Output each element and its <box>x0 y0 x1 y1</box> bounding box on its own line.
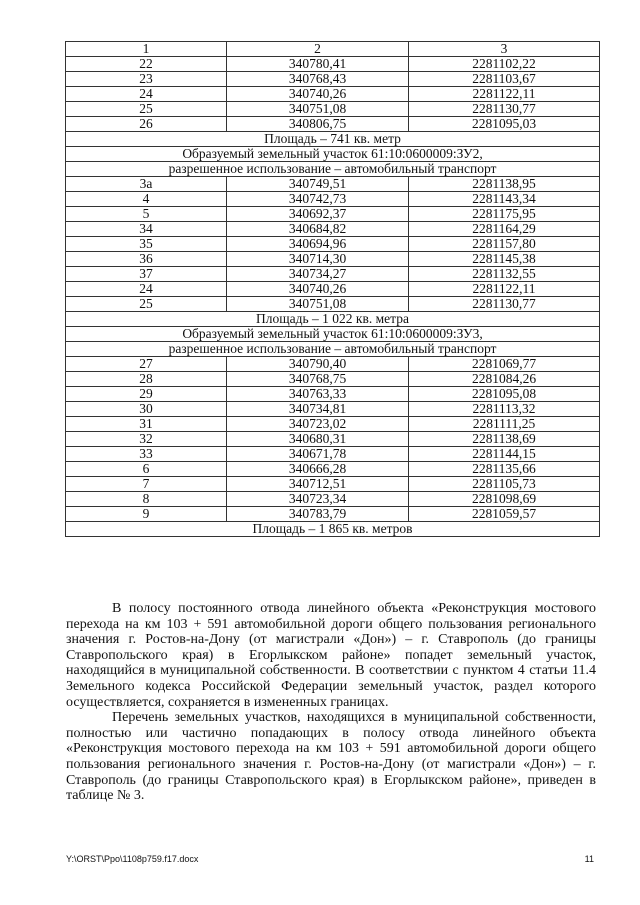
table-row <box>66 87 600 102</box>
table-span-row <box>66 162 600 177</box>
table-header-row <box>66 42 600 57</box>
span-cell: Площадь – 741 кв. метр <box>66 132 600 147</box>
point-number-cell: 33 <box>66 447 227 462</box>
table-row <box>66 462 600 477</box>
x-coordinate-cell: 340666,28 <box>227 462 409 477</box>
table-row <box>66 282 600 297</box>
y-coordinate-cell: 2281113,32 <box>409 402 600 417</box>
x-coordinate-cell: 340806,75 <box>227 117 409 132</box>
table-row <box>66 102 600 117</box>
x-coordinate-cell: 340740,26 <box>227 87 409 102</box>
point-number-cell: 7 <box>66 477 227 492</box>
x-coordinate-cell: 340684,82 <box>227 222 409 237</box>
y-coordinate-cell: 2281157,80 <box>409 237 600 252</box>
y-coordinate-cell: 2281095,03 <box>409 117 600 132</box>
point-number-cell: 26 <box>66 117 227 132</box>
point-number-cell: 35 <box>66 237 227 252</box>
x-coordinate-cell: 340751,08 <box>227 102 409 117</box>
y-coordinate-cell: 2281122,11 <box>409 282 600 297</box>
x-coordinate-cell: 340714,30 <box>227 252 409 267</box>
footer-file-path: Y:\ORST\Ppo\1108p759.f17.docx <box>66 854 199 864</box>
y-coordinate-cell: 2281069,77 <box>409 357 600 372</box>
header-cell-point: 1 <box>66 42 227 57</box>
y-coordinate-cell: 2281138,95 <box>409 177 600 192</box>
y-coordinate-cell: 2281135,66 <box>409 462 600 477</box>
x-coordinate-cell: 340742,73 <box>227 192 409 207</box>
x-coordinate-cell: 340749,51 <box>227 177 409 192</box>
table-span-row <box>66 132 600 147</box>
y-coordinate-cell: 2281143,34 <box>409 192 600 207</box>
y-coordinate-cell: 2281059,57 <box>409 507 600 522</box>
y-coordinate-cell: 2281103,67 <box>409 72 600 87</box>
table-row <box>66 57 600 72</box>
y-coordinate-cell: 2281145,38 <box>409 252 600 267</box>
table-row <box>66 177 600 192</box>
x-coordinate-cell: 340694,96 <box>227 237 409 252</box>
table-row <box>66 357 600 372</box>
point-number-cell: 34 <box>66 222 227 237</box>
x-coordinate-cell: 340763,33 <box>227 387 409 402</box>
point-number-cell: 24 <box>66 282 227 297</box>
x-coordinate-cell: 340712,51 <box>227 477 409 492</box>
y-coordinate-cell: 2281105,73 <box>409 477 600 492</box>
x-coordinate-cell: 340723,34 <box>227 492 409 507</box>
table-row <box>66 402 600 417</box>
table-row <box>66 387 600 402</box>
x-coordinate-cell: 340734,27 <box>227 267 409 282</box>
body-text <box>66 601 596 804</box>
point-number-cell: 31 <box>66 417 227 432</box>
table-row <box>66 447 600 462</box>
table-body <box>66 57 600 537</box>
y-coordinate-cell: 2281144,15 <box>409 447 600 462</box>
table-row <box>66 432 600 447</box>
table-row <box>66 297 600 312</box>
point-number-cell: 36 <box>66 252 227 267</box>
paragraph: Перечень земельных участков, находящихся в муниципальной собственности, полностью или частично попадающих в полосу отвода линейного объекта «Реконструкция мостового перехода на км 103 + 591 автомобильной дороги общего пользования регионального значения г. Ростов-на-Дону (от магистрали «Дон») – г. Ставрополь (до границы Ставропольского края) в Егорлыкском районе», приведен в таблице № 3. <box>66 710 596 804</box>
table-row <box>66 267 600 282</box>
point-number-cell: 28 <box>66 372 227 387</box>
table-row <box>66 417 600 432</box>
span-cell: разрешенное использование – автомобильный транспорт <box>66 162 600 177</box>
table-span-row <box>66 327 600 342</box>
table-row <box>66 507 600 522</box>
x-coordinate-cell: 340780,41 <box>227 57 409 72</box>
table-span-row <box>66 342 600 357</box>
page-number: 11 <box>584 854 594 864</box>
header-cell-x: 2 <box>227 42 409 57</box>
y-coordinate-cell: 2281175,95 <box>409 207 600 222</box>
span-cell: разрешенное использование – автомобильный транспорт <box>66 342 600 357</box>
point-number-cell: 4 <box>66 192 227 207</box>
x-coordinate-cell: 340692,37 <box>227 207 409 222</box>
page-footer <box>66 854 594 864</box>
y-coordinate-cell: 2281095,08 <box>409 387 600 402</box>
point-number-cell: 9 <box>66 507 227 522</box>
point-number-cell: 24 <box>66 87 227 102</box>
point-number-cell: 25 <box>66 297 227 312</box>
point-number-cell: 32 <box>66 432 227 447</box>
x-coordinate-cell: 340671,78 <box>227 447 409 462</box>
x-coordinate-cell: 340734,81 <box>227 402 409 417</box>
table-span-row <box>66 147 600 162</box>
point-number-cell: 5 <box>66 207 227 222</box>
x-coordinate-cell: 340768,75 <box>227 372 409 387</box>
x-coordinate-cell: 340751,08 <box>227 297 409 312</box>
table-row <box>66 372 600 387</box>
table-row <box>66 222 600 237</box>
y-coordinate-cell: 2281130,77 <box>409 297 600 312</box>
table-row <box>66 477 600 492</box>
x-coordinate-cell: 340723,02 <box>227 417 409 432</box>
point-number-cell: 23 <box>66 72 227 87</box>
y-coordinate-cell: 2281111,25 <box>409 417 600 432</box>
point-number-cell: 6 <box>66 462 227 477</box>
y-coordinate-cell: 2281102,22 <box>409 57 600 72</box>
x-coordinate-cell: 340680,31 <box>227 432 409 447</box>
table-span-row <box>66 522 600 537</box>
table-row <box>66 192 600 207</box>
x-coordinate-cell: 340768,43 <box>227 72 409 87</box>
point-number-cell: 30 <box>66 402 227 417</box>
x-coordinate-cell: 340740,26 <box>227 282 409 297</box>
point-number-cell: 8 <box>66 492 227 507</box>
table-row <box>66 207 600 222</box>
table-row <box>66 72 600 87</box>
span-cell: Площадь – 1 865 кв. метров <box>66 522 600 537</box>
y-coordinate-cell: 2281164,29 <box>409 222 600 237</box>
header-cell-y: 3 <box>409 42 600 57</box>
table-row <box>66 492 600 507</box>
table-row <box>66 237 600 252</box>
y-coordinate-cell: 2281098,69 <box>409 492 600 507</box>
x-coordinate-cell: 340790,40 <box>227 357 409 372</box>
point-number-cell: 22 <box>66 57 227 72</box>
table-row <box>66 117 600 132</box>
y-coordinate-cell: 2281132,55 <box>409 267 600 282</box>
span-cell: Площадь – 1 022 кв. метра <box>66 312 600 327</box>
x-coordinate-cell: 340783,79 <box>227 507 409 522</box>
y-coordinate-cell: 2281084,26 <box>409 372 600 387</box>
point-number-cell: 3а <box>66 177 227 192</box>
y-coordinate-cell: 2281130,77 <box>409 102 600 117</box>
table-row <box>66 252 600 267</box>
point-number-cell: 37 <box>66 267 227 282</box>
y-coordinate-cell: 2281138,69 <box>409 432 600 447</box>
point-number-cell: 29 <box>66 387 227 402</box>
point-number-cell: 27 <box>66 357 227 372</box>
point-number-cell: 25 <box>66 102 227 117</box>
coordinates-table <box>65 41 600 537</box>
table-span-row <box>66 312 600 327</box>
paragraph: В полосу постоянного отвода линейного объекта «Реконструкция мостового перехода на км 103 + 591 автомобильной дороги общего пользования регионального значения г. Ростов-на-Дону (от магистрали «Дон») – г. Ставрополь (до границы Ставропольского края) в Егорлыкском районе» попадет земельный участок, находящийся в муниципальной собственности. В соответствии с пунктом 4 статьи 11.4 Земельного кодекса Российской Федерации земельный участок, раздел которого осуществляется, сохраняется в измененных границах. <box>66 601 596 710</box>
y-coordinate-cell: 2281122,11 <box>409 87 600 102</box>
span-cell: Образуемый земельный участок 61:10:0600009:ЗУ2, <box>66 147 600 162</box>
span-cell: Образуемый земельный участок 61:10:0600009:ЗУ3, <box>66 327 600 342</box>
